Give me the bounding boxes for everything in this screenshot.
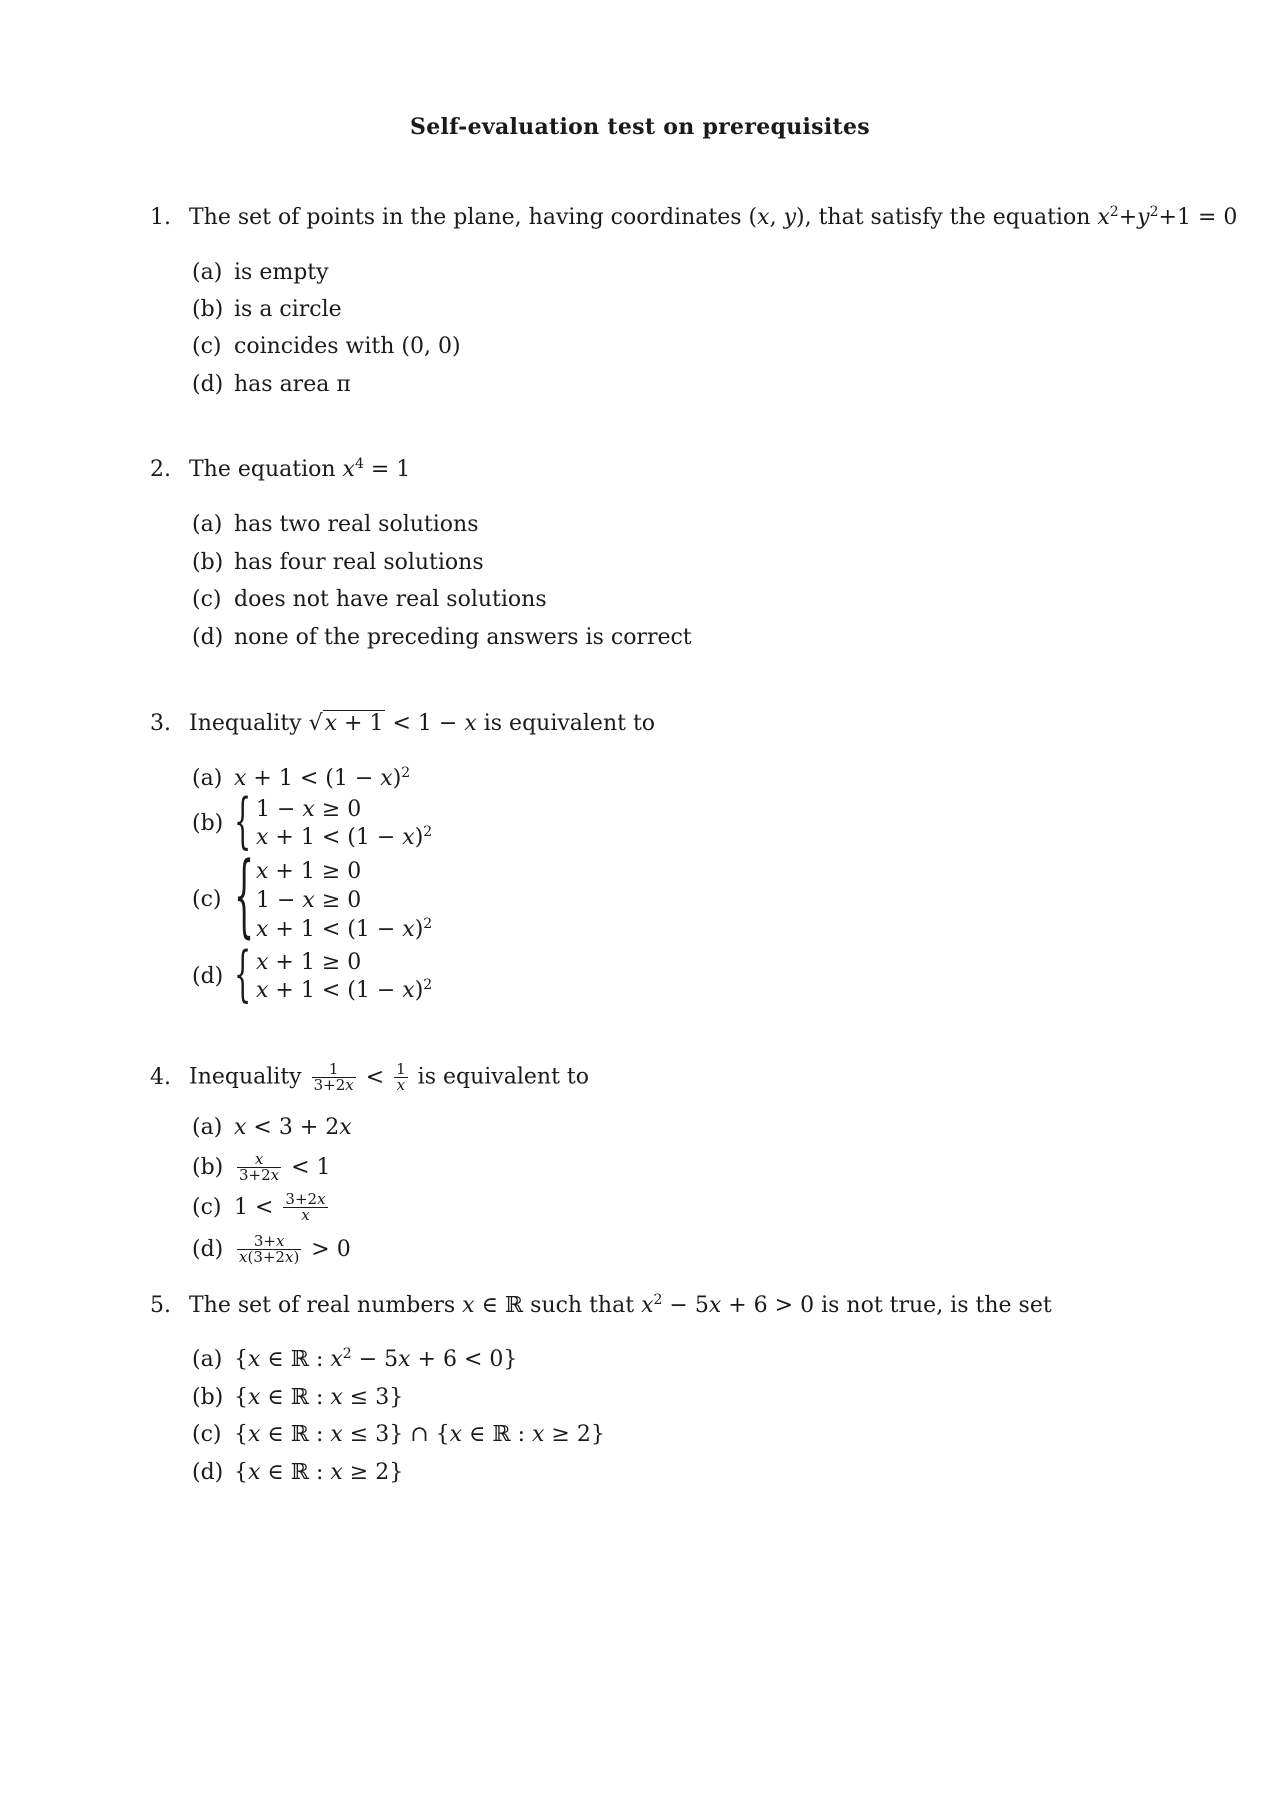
math-inline: $x^2+y^2+1 = 0$ bbox=[1097, 204, 1238, 230]
math-inline: $\frac{3+x}{x(3+2x)}$ > 0 bbox=[239, 1232, 351, 1266]
page-title: Self-evaluation test on prerequisites bbox=[410, 114, 870, 140]
option-2b[interactable]: (b) has four real solutions bbox=[192, 550, 484, 575]
question-text: Inequality bbox=[189, 711, 309, 736]
option-1b[interactable]: (b) is a circle bbox=[192, 297, 342, 322]
question-text: The equation bbox=[189, 457, 343, 482]
question-text: The set of points in the plane, having coordinates bbox=[189, 205, 749, 230]
question-text: , that satisfy the equation bbox=[804, 205, 1098, 230]
option-5b[interactable]: (b) {x ∈ ℝ : x ≤ 3} bbox=[192, 1385, 404, 1410]
option-4d[interactable]: (d) $\frac{3+x}{x(3+2x)}$ > 0 bbox=[192, 1232, 351, 1266]
math-inline: {x ∈ ℝ : x ≥ 2} bbox=[234, 1460, 404, 1485]
question-number: 2. bbox=[150, 457, 171, 482]
option-2a[interactable]: (a) has two real solutions bbox=[192, 512, 479, 537]
question-text: The set of real numbers bbox=[189, 1293, 463, 1318]
option-3a[interactable]: (a) $x + 1 < (1 - x)^2$ bbox=[192, 765, 411, 791]
question-number: 1. bbox=[150, 205, 171, 230]
question-2 bbox=[150, 456, 410, 484]
question-text: Inequality bbox=[189, 1064, 309, 1090]
math-inline: {x ∈ ℝ : x ≤ 3} ∩ {x ∈ ℝ : x ≥ 2} bbox=[234, 1422, 605, 1447]
question-number: 5. bbox=[150, 1293, 171, 1318]
math-inline: $\frac{1}{3+2x}$ < $\frac{1}{x}$ bbox=[313, 1060, 406, 1094]
math-inline: √x + 1 < 1 − x bbox=[308, 711, 477, 736]
math-inline: x < 3 + 2x bbox=[234, 1115, 352, 1140]
math-inline: $x^2 - 5x + 6 > 0$ bbox=[641, 1292, 815, 1318]
question-3 bbox=[150, 710, 655, 738]
option-1a[interactable]: (a) is empty bbox=[192, 260, 329, 285]
question-1 bbox=[150, 204, 1237, 232]
math-inline: {x ∈ ℝ : $x^2 - 5x + 6 < 0$} bbox=[234, 1346, 518, 1372]
question-text: is not true, is the set bbox=[814, 1293, 1052, 1318]
math-inline: $x^4 = 1$ bbox=[342, 456, 411, 482]
math-inline: 1 < $\frac{3+2x}{x}$ bbox=[234, 1190, 326, 1224]
math-inline: $x + 1 < (1 - x)^2$ bbox=[234, 765, 411, 791]
question-text: such that bbox=[523, 1293, 642, 1318]
option-1c[interactable]: (c) coincides with (0, 0) bbox=[192, 334, 461, 359]
question-4 bbox=[150, 1062, 589, 1093]
option-2d[interactable]: (d) none of the preceding answers is correct bbox=[192, 625, 692, 650]
question-5 bbox=[150, 1292, 1052, 1320]
brace-icon: { bbox=[234, 843, 255, 948]
question-number: 4. bbox=[150, 1064, 171, 1090]
brace-icon: { bbox=[234, 939, 252, 1009]
option-5a[interactable]: (a) {x ∈ ℝ : $x^2 - 5x + 6 < 0$} bbox=[192, 1346, 518, 1372]
question-text: is equivalent to bbox=[410, 1064, 589, 1090]
option-4a[interactable]: (a) x < 3 + 2x bbox=[192, 1115, 352, 1140]
brace-icon: { bbox=[234, 786, 252, 856]
math-inline: {x ∈ ℝ : x ≤ 3} bbox=[234, 1385, 404, 1410]
option-1d[interactable]: (d) has area π bbox=[192, 372, 351, 397]
option-5d[interactable]: (d) {x ∈ ℝ : x ≥ 2} bbox=[192, 1460, 404, 1485]
question-number: 3. bbox=[150, 711, 171, 736]
math-inline: (x, y) bbox=[748, 205, 805, 230]
question-text: is equivalent to bbox=[476, 711, 656, 736]
option-4c[interactable]: (c) 1 < $\frac{3+2x}{x}$ bbox=[192, 1192, 331, 1223]
math-inline: $\frac{x}{3+2x}$ < 1 bbox=[239, 1150, 331, 1184]
option-5c[interactable]: (c) {x ∈ ℝ : x ≤ 3} ∩ {x ∈ ℝ : x ≥ 2} bbox=[192, 1422, 605, 1447]
option-2c[interactable]: (c) does not have real solutions bbox=[192, 587, 547, 612]
option-4b[interactable]: (b) $\frac{x}{3+2x}$ < 1 bbox=[192, 1150, 331, 1184]
math-inline: x ∈ ℝ bbox=[462, 1293, 524, 1318]
